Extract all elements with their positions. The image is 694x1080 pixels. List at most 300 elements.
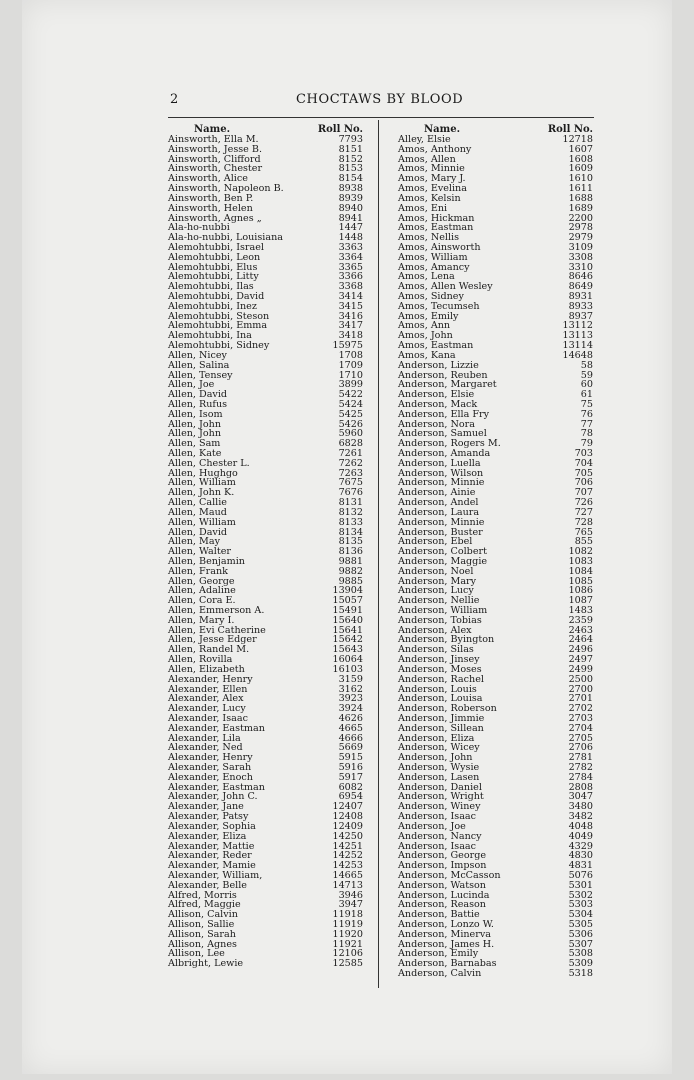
entry-name: Amos, Allen Wesley [398, 281, 493, 293]
entry-name: Allen, Maud [168, 506, 227, 518]
entry-name: Allen, May [168, 536, 220, 548]
entry-roll-number: 1483 [568, 605, 593, 616]
entry-roll-number: 4626 [338, 712, 363, 724]
entry-name: Allen, John [168, 418, 221, 430]
entry-name: Allen, Kate [168, 448, 222, 459]
entry-roll-number: 61 [580, 389, 593, 401]
entry-roll-number: 15057 [332, 595, 363, 607]
entry-name: Allen, Nicey [168, 349, 227, 361]
entry-name: Anderson, Margaret [398, 379, 497, 391]
entry-roll-number: 12718 [562, 134, 593, 145]
entry-name: Alexander, Alex [168, 693, 244, 705]
entry-roll-number: 77 [580, 418, 593, 430]
entry-roll-number: 12106 [332, 948, 363, 960]
entry-roll-number: 7793 [338, 134, 363, 145]
entry-roll-number: 3159 [338, 673, 363, 685]
entry-name: Ainsworth, Clifford [168, 153, 261, 165]
entry-name: Allen, George [168, 575, 235, 587]
entry-roll-number: 8136 [338, 546, 363, 558]
entry-name: Amos, Eni [398, 202, 448, 214]
entry-roll-number: 2497 [568, 654, 593, 666]
entry-name: Allen, Rovilla [168, 654, 233, 666]
right-column [398, 124, 593, 979]
entry-name: Allison, Calvin [168, 909, 238, 921]
entry-name: Albright, Lewie [168, 958, 244, 970]
entry-name: Anderson, Minnie [398, 477, 485, 489]
entry-roll-number: 1607 [568, 143, 593, 155]
entry-name: Alemohtubbi, Ina [168, 330, 252, 342]
left-roll-list [168, 135, 363, 969]
entry-roll-number: 2701 [568, 693, 593, 705]
entry-roll-number: 14665 [332, 869, 363, 881]
entry-name: Anderson, Lasen [398, 771, 480, 783]
entry-roll-number: 5669 [338, 742, 363, 754]
entry-name: Alley, Elsie [398, 134, 451, 145]
entry-name: Ainsworth, Napoleon B. [168, 183, 284, 195]
entry-name: Amos, Eastman [398, 340, 474, 352]
entry-name: Alexander, Mattie [168, 840, 255, 852]
entry-name: Ainsworth, Jesse B. [168, 143, 263, 155]
entry-roll-number: 7675 [338, 477, 363, 489]
entry-name: Anderson, Jinsey [398, 654, 480, 666]
entry-roll-number: 2700 [568, 683, 593, 695]
entry-name: Anderson, McCasson [398, 869, 501, 881]
entry-roll-number: 5424 [338, 398, 363, 410]
entry-roll-number: 5307 [568, 938, 593, 950]
entry-roll-number: 5960 [338, 428, 363, 440]
entry-roll-number: 9882 [338, 565, 363, 577]
entry-name: Anderson, Buster [398, 526, 483, 538]
entry-name: Anderson, Elsie [398, 389, 475, 401]
entry-roll-number: 15643 [332, 644, 363, 656]
entry-roll-number: 3366 [338, 271, 363, 283]
entry-name: Anderson, Battie [398, 909, 480, 921]
entry-roll-number: 8649 [568, 281, 593, 293]
entry-name: Anderson, Colbert [398, 546, 487, 558]
entry-roll-number: 13112 [562, 320, 593, 332]
entry-roll-number: 78 [580, 428, 593, 440]
entry-roll-number: 8132 [338, 506, 363, 518]
entry-name: Alemohtubbi, Inez [168, 300, 257, 312]
entry-roll-number: 13113 [562, 330, 593, 342]
roll-entry [398, 969, 593, 979]
entry-name: Anderson, Reuben [398, 369, 488, 381]
entry-roll-number: 3480 [568, 801, 593, 813]
entry-roll-number: 2705 [568, 732, 593, 744]
entry-name: Anderson, Lucy [398, 585, 474, 597]
entry-roll-number: 3365 [338, 261, 363, 273]
entry-roll-number: 5301 [568, 879, 593, 891]
entry-roll-number: 765 [574, 526, 593, 538]
entry-roll-number: 8940 [338, 202, 363, 214]
entry-roll-number: 726 [574, 497, 593, 509]
entry-roll-number: 1709 [338, 359, 363, 371]
entry-roll-number: 704 [574, 457, 593, 469]
entry-name: Allen, John [168, 428, 221, 440]
entry-roll-number: 706 [574, 477, 593, 489]
entry-name: Anderson, Silas [398, 644, 474, 656]
entry-name: Allen, Mary I. [168, 614, 235, 626]
entry-name: Anderson, Louis [398, 683, 477, 695]
entry-roll-number: 4830 [568, 850, 593, 862]
entry-roll-number: 4665 [338, 722, 363, 734]
entry-roll-number: 2496 [568, 644, 593, 656]
entry-name: Anderson, Mary [398, 575, 477, 587]
entry-roll-number: 728 [574, 516, 593, 528]
entry-roll-number: 2200 [568, 212, 593, 224]
entry-name: Alexander, Reder [168, 850, 252, 862]
entry-name: Alexander, William, [168, 869, 263, 881]
entry-roll-number: 5422 [338, 389, 363, 401]
entry-name: Anderson, Samuel [398, 428, 487, 440]
entry-roll-number: 1082 [568, 546, 593, 558]
entry-name: Anderson, Minnie [398, 516, 485, 528]
entry-roll-number: 3414 [338, 291, 363, 302]
entry-name: Alexander, Henry [168, 673, 253, 685]
entry-name: Alemohtubbi, Ilas [168, 281, 254, 293]
entry-name: Anderson, Jimmie [398, 712, 485, 724]
entry-name: Allison, Lee [168, 948, 225, 960]
entry-name: Ala-ho-nubbi [168, 222, 230, 234]
entry-roll-number: 2702 [568, 703, 593, 715]
entry-name: Alexander, Sarah [168, 762, 252, 773]
entry-name: Allen, Hughgo [168, 467, 238, 479]
entry-roll-number: 3308 [568, 251, 593, 263]
entry-name: Anderson, Winey [398, 801, 481, 813]
entry-roll-number: 8931 [568, 291, 593, 302]
entry-name: Anderson, Reason [398, 899, 486, 911]
entry-name: Allen, Joe [168, 379, 215, 391]
entry-name: Amos, Emily [398, 310, 459, 322]
entry-name: Anderson, Amanda [398, 448, 491, 459]
entry-name: Alexander, Belle [168, 879, 247, 891]
entry-name: Anderson, Mack [398, 398, 478, 410]
entry-name: Anderson, Moses [398, 663, 482, 675]
entry-name: Alemohtubbi, Sidney [168, 340, 270, 352]
entry-name: Amos, John [398, 330, 453, 342]
entry-roll-number: 13114 [562, 340, 593, 352]
entry-name: Ainsworth, Ben P. [168, 192, 254, 204]
entry-roll-number: 8938 [338, 183, 363, 195]
entry-name: Allen, Emmerson A. [168, 605, 265, 616]
entry-name: Allison, Sarah [168, 928, 236, 940]
entry-name: Allen, Randel M. [168, 644, 250, 656]
entry-name: Anderson, William [398, 605, 488, 616]
entry-roll-number: 703 [574, 448, 593, 459]
entry-roll-number: 8134 [338, 526, 363, 538]
entry-roll-number: 7263 [338, 467, 363, 479]
entry-roll-number: 5426 [338, 418, 363, 430]
entry-name: Anderson, Byington [398, 634, 495, 646]
entry-roll-number: 8933 [568, 300, 593, 312]
right-roll-list [398, 135, 593, 979]
entry-roll-number: 11921 [332, 938, 363, 950]
entry-name: Anderson, John [398, 752, 473, 764]
entry-roll-number: 1611 [568, 183, 593, 195]
entry-name: Allen, Cora E. [168, 595, 236, 607]
entry-name: Anderson, Wright [398, 791, 484, 803]
entry-roll-number: 3047 [568, 791, 593, 803]
entry-roll-number: 6828 [338, 438, 363, 450]
entry-name: Amos, Eastman [398, 222, 474, 234]
entry-roll-number: 11919 [332, 919, 363, 930]
entry-name: Allen, Frank [168, 565, 228, 577]
entry-name: Anderson, George [398, 850, 487, 862]
entry-roll-number: 5076 [568, 869, 593, 881]
entry-name: Amos, Lena [398, 271, 455, 283]
entry-name: Alexander, Eastman [168, 722, 265, 734]
entry-roll-number: 16103 [332, 663, 363, 675]
entry-roll-number: 15642 [332, 634, 363, 646]
entry-roll-number: 15975 [332, 340, 363, 352]
entry-roll-number: 15641 [332, 624, 363, 636]
entry-roll-number: 5915 [338, 752, 363, 764]
entry-roll-number: 8153 [338, 163, 363, 175]
entry-roll-number: 6082 [338, 781, 363, 793]
entry-roll-number: 5304 [568, 909, 593, 921]
entry-roll-number: 14253 [332, 860, 363, 872]
entry-name: Anderson, Barnabas [398, 958, 497, 970]
entry-name: Allen, Jesse Edger [168, 634, 257, 646]
entry-name: Allison, Agnes [168, 938, 237, 950]
entry-roll-number: 3109 [568, 241, 593, 253]
entry-name: Ainsworth, Alice [168, 173, 248, 185]
entry-roll-number: 5303 [568, 899, 593, 911]
entry-roll-number: 2979 [568, 232, 593, 244]
entry-roll-number: 79 [580, 438, 593, 450]
entry-roll-number: 14713 [332, 879, 363, 891]
entry-name: Amos, Amancy [398, 261, 470, 273]
entry-roll-number: 3415 [338, 300, 363, 312]
entry-roll-number: 3310 [568, 261, 593, 273]
entry-name: Anderson, Isaac [398, 811, 477, 823]
entry-name: Anderson, Lonzo W. [398, 919, 494, 930]
entry-name: Ala-ho-nubbi, Louisiana [168, 232, 283, 244]
entry-roll-number: 58 [580, 359, 593, 371]
entry-roll-number: 1083 [568, 555, 593, 567]
entry-roll-number: 8646 [568, 271, 593, 283]
entry-roll-number: 3418 [338, 330, 363, 342]
entry-name: Alexander, Ned [168, 742, 243, 754]
entry-name: Ainsworth, Ella M. [168, 134, 259, 145]
entry-roll-number: 2499 [568, 663, 593, 675]
roll-header: Roll No. [317, 124, 363, 135]
entry-roll-number: 855 [574, 536, 593, 548]
entry-name: Allen, David [168, 389, 228, 401]
entry-roll-number: 5917 [338, 771, 363, 783]
entry-name: Anderson, Minerva [398, 928, 491, 940]
entry-name: Anderson, Ella Fry [398, 408, 490, 420]
entry-roll-number: 8151 [338, 143, 363, 155]
entry-roll-number: 3947 [338, 899, 363, 911]
entry-roll-number: 8152 [338, 153, 363, 165]
entry-roll-number: 2359 [568, 614, 593, 626]
entry-name: Anderson, Wicey [398, 742, 480, 754]
entry-roll-number: 4666 [338, 732, 363, 744]
entry-roll-number: 3364 [338, 251, 363, 263]
entry-name: Anderson, Watson [398, 879, 486, 891]
entry-roll-number: 2464 [568, 634, 593, 646]
entry-name: Alemohtubbi, Litty [168, 271, 259, 283]
entry-name: Anderson, Nellie [398, 595, 480, 607]
entry-name: Anderson, Alex [398, 624, 472, 636]
entry-name: Ainsworth, Chester [168, 163, 263, 175]
entry-name: Anderson, Sillean [398, 722, 484, 734]
entry-roll-number: 7676 [338, 487, 363, 499]
entry-name: Anderson, Rogers M. [398, 438, 501, 450]
entry-roll-number: 12409 [332, 820, 363, 832]
entry-roll-number: 59 [580, 369, 593, 381]
entry-name: Alexander, John C. [168, 791, 258, 803]
entry-roll-number: 3923 [338, 693, 363, 705]
entry-roll-number: 8939 [338, 192, 363, 204]
entry-name: Anderson, Calvin [398, 968, 482, 980]
entry-roll-number: 1688 [568, 192, 593, 204]
entry-roll-number: 2500 [568, 673, 593, 685]
entry-roll-number: 2782 [568, 762, 593, 773]
entry-roll-number: 2703 [568, 712, 593, 724]
entry-roll-number: 14252 [332, 850, 363, 862]
entry-name: Allen, Rufus [168, 398, 228, 410]
entry-name: Allen, David [168, 526, 228, 538]
entry-name: Allen, Chester L. [168, 457, 250, 469]
left-column [168, 124, 363, 969]
entry-roll-number: 1086 [568, 585, 593, 597]
entry-roll-number: 6954 [338, 791, 363, 803]
entry-roll-number: 16064 [332, 654, 363, 666]
entry-name: Alexander, Eastman [168, 781, 265, 793]
entry-roll-number: 5306 [568, 928, 593, 940]
entry-roll-number: 8131 [338, 497, 363, 509]
entry-roll-number: 5318 [568, 968, 593, 980]
entry-roll-number: 707 [574, 487, 593, 499]
entry-roll-number: 14648 [562, 349, 593, 361]
entry-roll-number: 3368 [338, 281, 363, 293]
entry-name: Anderson, Lucinda [398, 889, 490, 901]
header-rule [168, 117, 594, 118]
entry-name: Allen, Sam [168, 438, 221, 450]
entry-name: Anderson, Isaac [398, 840, 477, 852]
entry-name: Amos, Allen [398, 153, 456, 165]
page-header [0, 92, 694, 112]
entry-roll-number: 2463 [568, 624, 593, 636]
entry-name: Anderson, Rachel [398, 673, 484, 685]
entry-name: Amos, William [398, 251, 468, 263]
entry-name: Anderson, Emily [398, 948, 479, 960]
entry-name: Anderson, Lizzie [398, 359, 479, 371]
entry-roll-number: 2781 [568, 752, 593, 764]
entry-name: Allen, Callie [168, 497, 227, 509]
entry-roll-number: 11920 [332, 928, 363, 940]
entry-name: Amos, Sidney [398, 291, 464, 302]
entry-roll-number: 5308 [568, 948, 593, 960]
entry-name: Anderson, Ebel [398, 536, 473, 548]
entry-name: Anderson, Impson [398, 860, 487, 872]
roll-header: Roll No. [547, 124, 593, 135]
entry-name: Anderson, Luella [398, 457, 481, 469]
entry-name: Amos, Ann [398, 320, 451, 332]
entry-roll-number: 1447 [338, 222, 363, 234]
entry-roll-number: 1609 [568, 163, 593, 175]
entry-name: Anderson, Noel [398, 565, 474, 577]
entry-name: Amos, Anthony [398, 143, 472, 155]
entry-name: Alexander, Lucy [168, 703, 246, 715]
entry-roll-number: 5309 [568, 958, 593, 970]
entry-name: Amos, Nellis [398, 232, 460, 244]
entry-name: Anderson, Ainie [398, 487, 476, 499]
entry-name: Alexander, Henry [168, 752, 253, 764]
entry-name: Allen, Evi Catherine [168, 624, 266, 636]
entry-name: Allen, Tensey [168, 369, 233, 381]
entry-name: Allison, Sallie [168, 919, 235, 930]
entry-name: Allen, Benjamin [168, 555, 245, 567]
entry-name: Amos, Tecumseh [398, 300, 480, 312]
entry-name: Anderson, Louisa [398, 693, 483, 705]
entry-roll-number: 727 [574, 506, 593, 518]
entry-roll-number: 12407 [332, 801, 363, 813]
entry-name: Alexander, Sophia [168, 820, 256, 832]
entry-name: Allen, Elizabeth [168, 663, 245, 675]
entry-name: Amos, Hickman [398, 212, 475, 224]
column-divider [378, 120, 379, 988]
entry-name: Anderson, Nancy [398, 830, 482, 842]
entry-roll-number: 15491 [332, 605, 363, 616]
entry-name: Amos, Mary J. [398, 173, 466, 185]
entry-roll-number: 5425 [338, 408, 363, 420]
entry-roll-number: 1608 [568, 153, 593, 165]
entry-roll-number: 2704 [568, 722, 593, 734]
entry-roll-number: 15640 [332, 614, 363, 626]
entry-name: Alemohtubbi, Emma [168, 320, 268, 332]
entry-name: Alexander, Enoch [168, 771, 253, 783]
entry-roll-number: 14250 [332, 830, 363, 842]
entry-name: Anderson, Maggie [398, 555, 488, 567]
entry-roll-number: 8135 [338, 536, 363, 548]
entry-roll-number: 2808 [568, 781, 593, 793]
entry-roll-number: 9881 [338, 555, 363, 567]
entry-roll-number: 3899 [338, 379, 363, 391]
entry-roll-number: 705 [574, 467, 593, 479]
entry-roll-number: 1610 [568, 173, 593, 185]
entry-roll-number: 1085 [568, 575, 593, 587]
entry-roll-number: 11918 [332, 909, 363, 921]
entry-name: Alemohtubbi, Elus [168, 261, 258, 273]
entry-roll-number: 4048 [568, 820, 593, 832]
page-number: 2 [170, 92, 179, 107]
entry-roll-number: 9885 [338, 575, 363, 587]
entry-roll-number: 8133 [338, 516, 363, 528]
entry-name: Anderson, Tobias [398, 614, 482, 626]
entry-name: Allen, Salina [168, 359, 230, 371]
entry-roll-number: 7261 [338, 448, 363, 459]
entry-roll-number: 75 [580, 398, 593, 410]
entry-name: Amos, Minnie [398, 163, 465, 175]
entry-roll-number: 5305 [568, 919, 593, 930]
entry-roll-number: 1689 [568, 202, 593, 214]
entry-roll-number: 8941 [338, 212, 363, 224]
entry-roll-number: 12585 [332, 958, 363, 970]
entry-name: Alexander, Patsy [168, 811, 249, 823]
name-header: Name. [424, 124, 461, 135]
entry-name: Anderson, Andel [398, 497, 479, 509]
entry-name: Anderson, Eliza [398, 732, 475, 744]
entry-roll-number: 8154 [338, 173, 363, 185]
entry-name: Anderson, Wysie [398, 762, 480, 773]
entry-name: Alexander, Isaac [168, 712, 248, 724]
entry-name: Anderson, Daniel [398, 781, 482, 793]
entry-roll-number: 4831 [568, 860, 593, 872]
entry-name: Alexander, Eliza [168, 830, 247, 842]
